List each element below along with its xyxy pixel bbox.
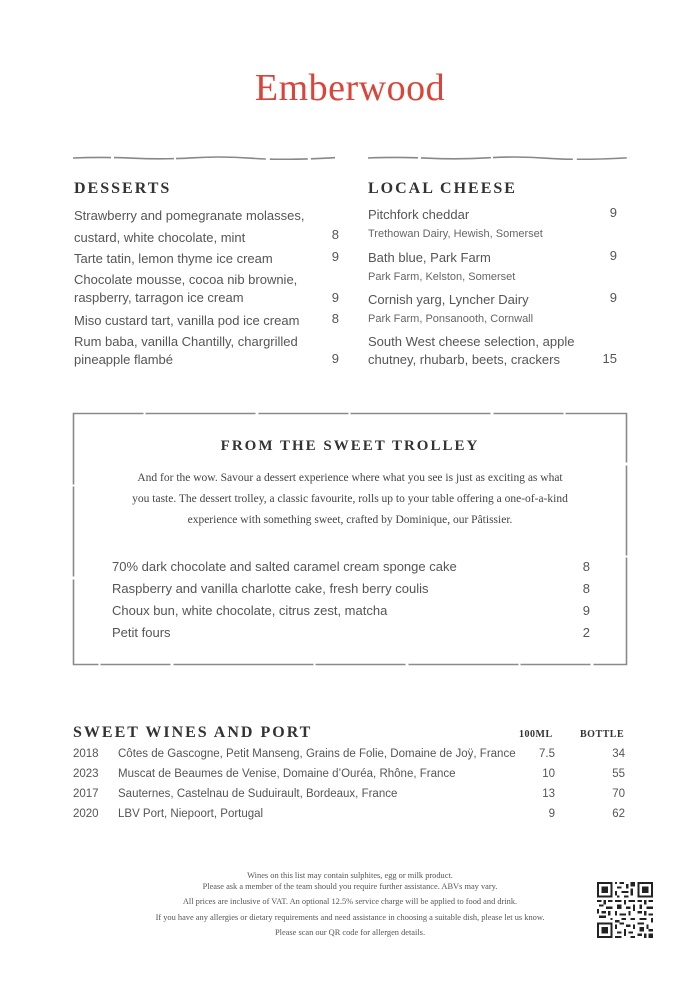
trolley-item — [112, 603, 590, 618]
wines-col-glass: 100ML — [519, 729, 553, 740]
wine-row — [73, 788, 625, 806]
dessert-name-cont: custard, white chocolate, mint — [74, 230, 246, 245]
trolley-item-price: 2 — [582, 625, 590, 640]
dessert-item — [74, 333, 314, 369]
footer-line: All prices are inclusive of VAT. An optional 12.5% service charge will be applied to food and drink. — [182, 897, 518, 906]
cheese-name-cont: chutney, rhubarb, beets, crackers — [368, 352, 560, 367]
dessert-name: Strawberry and pomegranate molasses, — [74, 208, 305, 223]
dessert-price: 9 — [331, 249, 339, 264]
trolley-title: FROM THE SWEET TROLLEY — [220, 438, 480, 454]
dessert-price: 8 — [331, 311, 339, 326]
dessert-name: Chocolate mousse, cocoa nib brownie, — [74, 272, 298, 287]
trolley-desc-line: experience with something sweet, crafted by Dominique, our Pâtissier. — [187, 514, 513, 526]
cheese-origin: Trethowan Dairy, Hewish, Somerset — [368, 228, 543, 240]
trolley-desc-line: And for the wow. Savour a dessert experience where what you see is just as exciting as what — [137, 472, 563, 484]
dessert-price: 9 — [331, 290, 339, 305]
wine-name: Sauternes, Castelnau de Suduirault, Bordeaux, France — [118, 788, 398, 800]
trolley-desc-line: you taste. The dessert trolley, a classic favourite, rolls up to your table offering a one-of-a-kind — [132, 493, 568, 505]
desserts-title: DESSERTS — [74, 180, 172, 197]
dessert-name: Rum baba, vanilla Chantilly, chargrilled — [74, 334, 298, 349]
cheese-origin: Park Farm, Kelston, Somerset — [368, 271, 516, 283]
qr-code-icon[interactable] — [597, 882, 653, 938]
footer-line: Wines on this list may contain sulphites, egg or milk product. — [247, 871, 453, 880]
footer-line: Please scan our QR code for allergen details. — [274, 928, 426, 937]
cheese-price: 9 — [609, 205, 617, 220]
wine-glass-price: 7.5 — [539, 748, 555, 760]
footer-line: If you have any allergies or dietary requirements and need assistance in choosing a suitable dish, please let us know. — [155, 912, 545, 922]
cheese-item — [368, 290, 608, 326]
dessert-name: Tarte tatin, lemon thyme ice cream — [74, 251, 273, 266]
dessert-item — [74, 311, 314, 331]
wine-glass-price: 13 — [542, 788, 555, 800]
cheese-item — [368, 205, 608, 241]
wine-row — [73, 808, 625, 826]
dessert-price: 9 — [331, 351, 339, 366]
dessert-price: 8 — [331, 227, 339, 242]
wine-year: 2018 — [73, 748, 99, 760]
wine-name: LBV Port, Niepoort, Portugal — [118, 808, 264, 820]
trolley-item-name: Choux bun, white chocolate, citrus zest, matcha — [112, 603, 388, 618]
wine-name: Muscat de Beaumes de Venise, Domaine d’Ouréa, Rhône, France — [118, 768, 456, 780]
cheese-origin: Park Farm, Ponsanooth, Cornwall — [368, 313, 534, 325]
cheese-item — [368, 248, 608, 284]
wine-year: 2023 — [73, 768, 99, 780]
wines-title: SWEET WINES AND PORT — [73, 724, 313, 741]
divider-right — [368, 156, 630, 160]
cheese-title: LOCAL CHEESE — [368, 180, 517, 197]
dessert-name: Miso custard tart, vanilla pod ice cream — [74, 313, 300, 328]
wine-bottle-price: 34 — [612, 748, 625, 760]
cheese-name: Cornish yarg, Lyncher Dairy — [368, 292, 529, 307]
trolley-item-price: 9 — [582, 603, 590, 618]
cheese-name: Pitchfork cheddar — [368, 207, 470, 222]
wines-col-bottle: BOTTLE — [580, 729, 625, 740]
dessert-item — [74, 249, 314, 269]
dessert-name-cont: raspberry, tarragon ice cream — [74, 290, 244, 305]
brand-logo: Emberwood — [254, 67, 446, 109]
wine-row — [73, 748, 625, 766]
cheese-name: Bath blue, Park Farm — [368, 250, 491, 265]
dessert-item — [74, 205, 314, 249]
wine-year: 2020 — [73, 808, 99, 820]
trolley-item-name: Petit fours — [112, 625, 171, 640]
cheese-price: 9 — [609, 248, 617, 263]
trolley-item-name: Raspberry and vanilla charlotte cake, fresh berry coulis — [112, 581, 429, 596]
cheese-item — [368, 333, 608, 369]
wine-year: 2017 — [73, 788, 99, 800]
trolley-item-price: 8 — [582, 581, 590, 596]
sweet-trolley-box — [72, 412, 628, 666]
cheese-price: 9 — [609, 290, 617, 305]
dessert-item — [74, 271, 314, 307]
wine-glass-price: 9 — [548, 808, 555, 820]
trolley-item-name: 70% dark chocolate and salted caramel cream sponge cake — [112, 559, 457, 574]
dessert-name-cont: pineapple flambé — [74, 352, 174, 367]
wine-bottle-price: 62 — [612, 808, 625, 820]
wine-bottle-price: 70 — [612, 788, 625, 800]
cheese-name: South West cheese selection, apple — [368, 334, 575, 349]
trolley-item — [112, 581, 590, 596]
wine-bottle-price: 55 — [612, 768, 625, 780]
wine-name: Côtes de Gascogne, Petit Manseng, Grains de Folie, Domaine de Joÿ, France — [118, 748, 516, 760]
divider-left — [73, 156, 335, 160]
footer-notes — [100, 868, 600, 941]
footer-line: Please ask a member of the team should you require further assistance. ABVs may vary. — [202, 881, 498, 891]
trolley-item — [112, 559, 590, 574]
wine-row — [73, 768, 625, 786]
trolley-item-price: 8 — [582, 559, 590, 574]
cheese-price: 15 — [602, 351, 617, 366]
wine-glass-price: 10 — [542, 768, 555, 780]
trolley-item — [112, 625, 590, 640]
trolley-description — [106, 468, 594, 531]
